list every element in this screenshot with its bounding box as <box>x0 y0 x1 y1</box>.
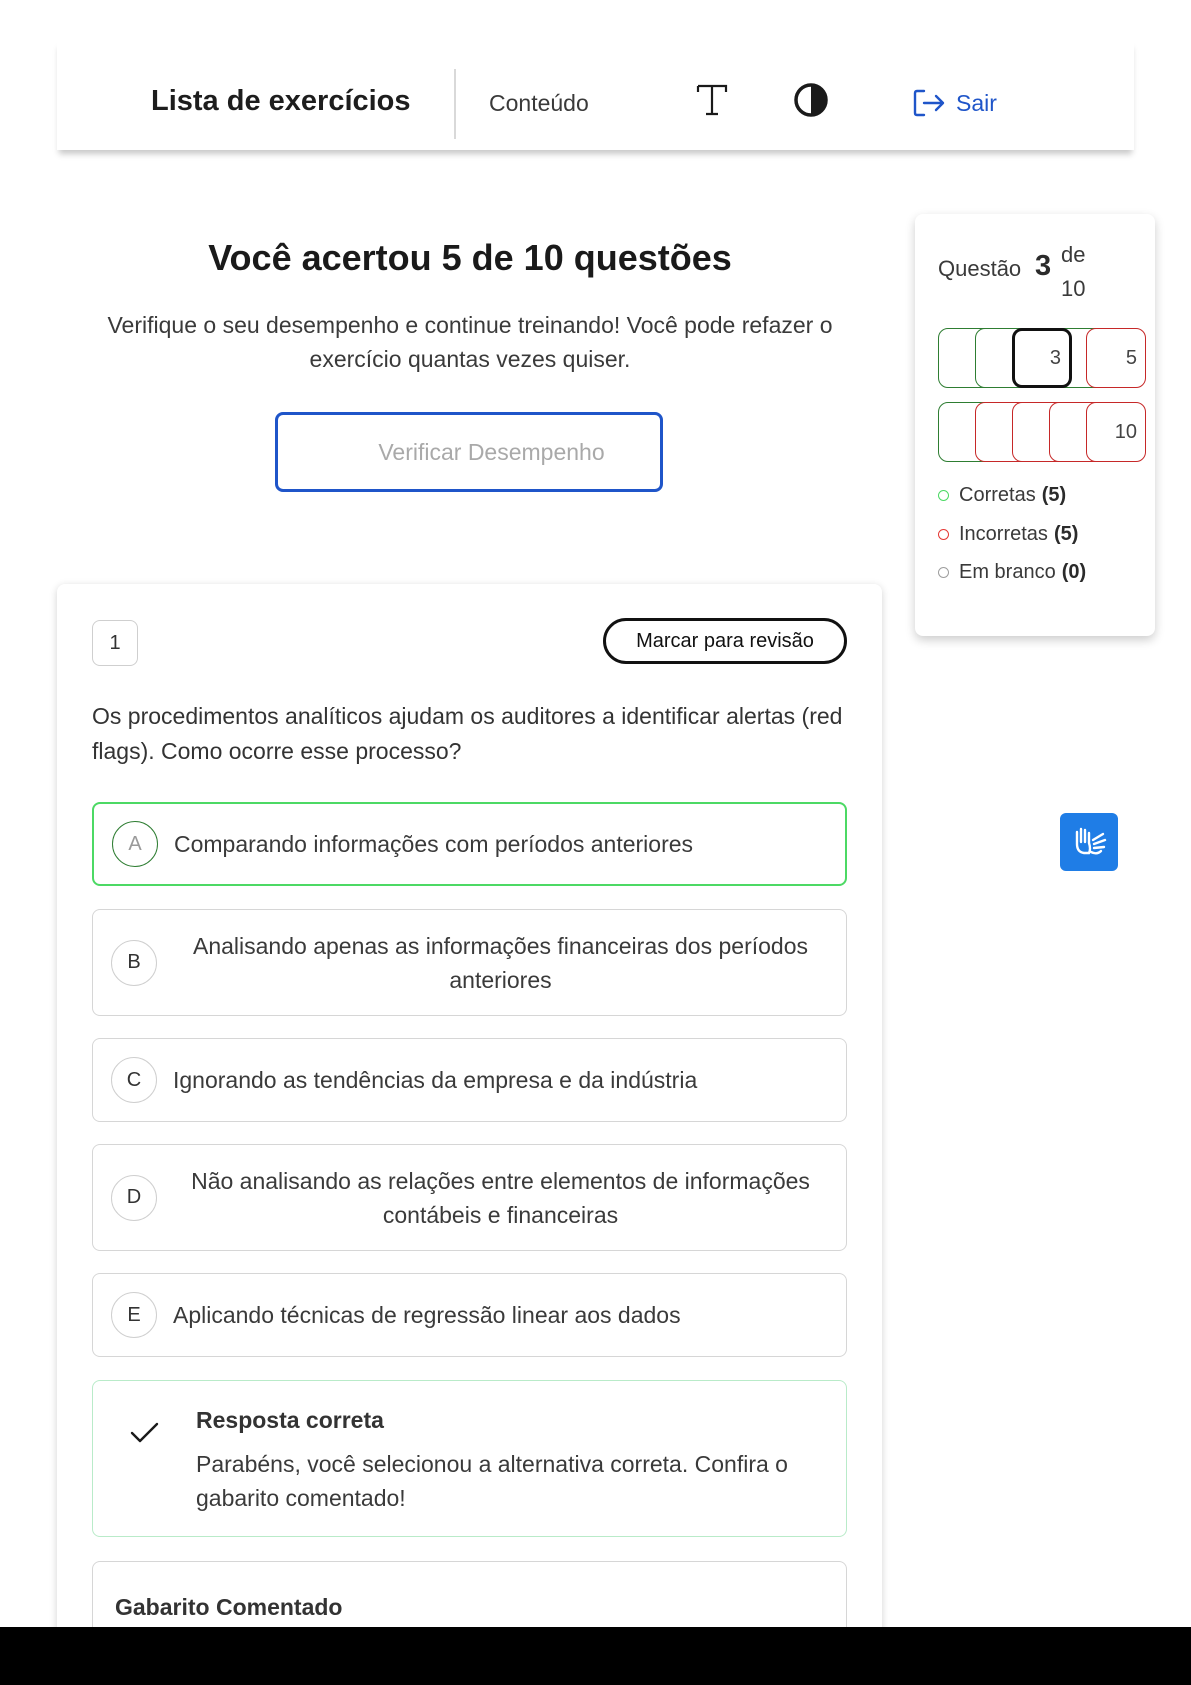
question-button-10[interactable]: 10 <box>1086 402 1146 462</box>
alternative-letter: B <box>111 940 157 986</box>
results-text: Verifique o seu desempenho e continue treinando! Você pode refazer o exercício quantas vezes quiser. <box>107 312 833 372</box>
legend-incorrect <box>938 523 1078 546</box>
page-title: Lista de exercícios <box>151 85 411 117</box>
contrast-icon <box>792 80 830 120</box>
of-label: de <box>1061 242 1086 267</box>
commented-answer <box>92 1561 847 1627</box>
alternative-letter: C <box>111 1057 157 1103</box>
answer-feedback <box>92 1380 847 1537</box>
sign-language-button[interactable] <box>1060 813 1118 871</box>
question-card <box>57 584 882 1627</box>
alternative-a[interactable] <box>92 802 847 886</box>
question-index: 1 <box>92 620 138 666</box>
alternative-letter: A <box>112 821 158 867</box>
top-bar <box>57 40 1134 150</box>
alternative-d[interactable] <box>92 1144 847 1251</box>
question-text: Os procedimentos analíticos ajudam os auditores a identificar alertas (red flags). Como ocorre esse processo? <box>92 703 843 764</box>
question-navigator <box>915 214 1155 636</box>
legend-label: Em branco <box>959 561 1056 583</box>
results-title: Você acertou 5 de 10 questões <box>208 237 732 278</box>
exit-label: Sair <box>956 89 997 116</box>
feedback-text: Parabéns, você selecionou a alternativa correta. Confira o gabarito comentado! <box>196 1451 788 1511</box>
feedback-title: Resposta correta <box>196 1407 384 1433</box>
alternative-text: Não analisando as relações entre elementos de informações contábeis e financeiras <box>191 1167 810 1228</box>
question-total <box>1061 238 1101 306</box>
legend-correct <box>938 484 1066 507</box>
alternative-text: Aplicando técnicas de regressão linear aos dados <box>173 1302 681 1328</box>
header-divider <box>454 69 456 139</box>
exit-icon <box>912 87 946 119</box>
legend-count: (5) <box>1053 523 1079 545</box>
legend-label: Incorretas <box>959 523 1048 545</box>
text-size-button[interactable] <box>694 80 730 120</box>
legend-count: (5) <box>1041 484 1067 506</box>
current-question-number: 3 <box>1035 250 1052 282</box>
question-button-3[interactable]: 3 <box>1012 328 1072 388</box>
alternative-e[interactable] <box>92 1273 847 1357</box>
legend-dot-icon <box>938 490 949 501</box>
exit-button[interactable] <box>912 85 997 121</box>
alternative-letter: E <box>111 1292 157 1338</box>
legend-count: (0) <box>1061 561 1087 583</box>
content-link[interactable]: Conteúdo <box>489 90 589 116</box>
hands-icon <box>1069 822 1109 862</box>
commented-answer-title: Gabarito Comentado <box>115 1594 343 1620</box>
legend-label: Corretas <box>959 484 1036 506</box>
alternative-b[interactable] <box>92 909 847 1016</box>
alternative-letter: D <box>111 1175 157 1221</box>
legend-dot-icon <box>938 567 949 578</box>
legend-dot-icon <box>938 529 949 540</box>
total-label: 10 <box>1061 276 1086 301</box>
mark-for-review-button[interactable]: Marcar para revisão <box>603 618 847 664</box>
alternative-text: Ignorando as tendências da empresa e da indústria <box>173 1067 698 1093</box>
alternative-text: Comparando informações com períodos anteriores <box>174 831 694 857</box>
question-button-5[interactable]: 5 <box>1086 328 1146 388</box>
verify-performance-button[interactable]: Verificar Desempenho <box>275 412 663 492</box>
text-size-icon <box>694 80 730 120</box>
contrast-button[interactable] <box>792 80 830 120</box>
question-label: Questão <box>938 256 1022 281</box>
alternative-c[interactable] <box>92 1038 847 1122</box>
legend-blank <box>938 561 1086 584</box>
alternative-text: Analisando apenas as informações financeiras dos períodos anteriores <box>193 932 808 993</box>
check-icon <box>130 1421 160 1445</box>
